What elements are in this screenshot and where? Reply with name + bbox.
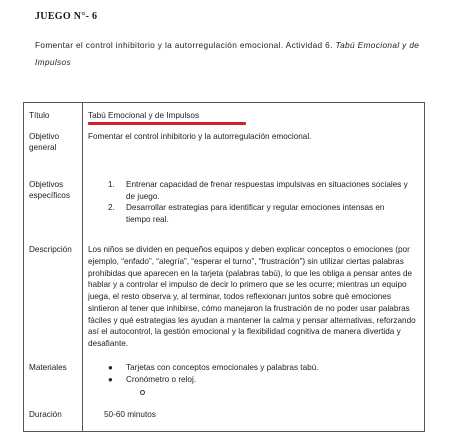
- list-item: 2. Desarrollar estrategias para identificar y regular emociones intensas en tiempo real.: [108, 203, 385, 224]
- activity-table: [23, 102, 425, 432]
- value-titulo: Tabú Emocional y de Impulsos: [88, 111, 200, 120]
- label-objetivo-general: Objetivo general: [29, 132, 60, 152]
- value-descripcion: Los niños se dividen en pequeños equipos y deben explicar conceptos o emociones (por ejemplo, “enfado”, “alegría”, “esperar el turno”, “frustración”) sin utilizar ciertas palabras prohibidas que aparecen en la tarjeta (palabras tabú), lo que les obliga a pensar antes de hablar y a controlar el impulso de decir lo primero que se les ocurre; mientras un equipo juega, el resto observa y, al terminar, todos reflexionan juntos sobre qué emociones sintieron al tener que inhibirse, cómo manejaron la frustración de no poder usar palabras fáciles y qué estrategias les ayudan a mantener la calma y pensar alternativas, reforzando así el autocontrol, la gestión emocional y la flexibilidad cognitiva de manera divertida y desafiante.: [88, 245, 416, 348]
- list-item: ● Cronómetro o reloj.: [108, 374, 197, 384]
- game-heading: JUEGO N°- 6: [35, 11, 98, 22]
- label-descripcion: Descripción: [29, 245, 72, 254]
- label-objetivos-especificos: Objetivos específicos: [29, 180, 70, 200]
- list-item: 1. Entrenar capacidad de frenar respuestas impulsivas en situaciones sociales y de juego.: [108, 180, 408, 201]
- value-objetivo-general: Fomentar el control inhibitorio y la autorregulación emocional.: [88, 132, 312, 141]
- list-item: ● Tarjetas con conceptos emocionales y palabras tabú.: [108, 363, 319, 372]
- intro-paragraph: [35, 37, 427, 71]
- intro-text: Fomentar el control inhibitorio y la autorregulación emocional. Actividad 6.: [35, 40, 333, 50]
- label-titulo: Título: [29, 111, 50, 120]
- column-divider: [82, 103, 83, 431]
- list-materiales: [108, 362, 408, 385]
- empty-sub-bullet: [140, 390, 145, 395]
- label-materiales: Materiales: [29, 363, 67, 372]
- list-objetivos-especificos: [108, 179, 408, 225]
- label-duracion: Duración: [29, 410, 62, 419]
- value-duracion: 50-60 minutos: [104, 410, 156, 419]
- intro-italic-title: Tabú Emocional y de Impulsos: [35, 40, 420, 67]
- title-underline: [88, 122, 246, 125]
